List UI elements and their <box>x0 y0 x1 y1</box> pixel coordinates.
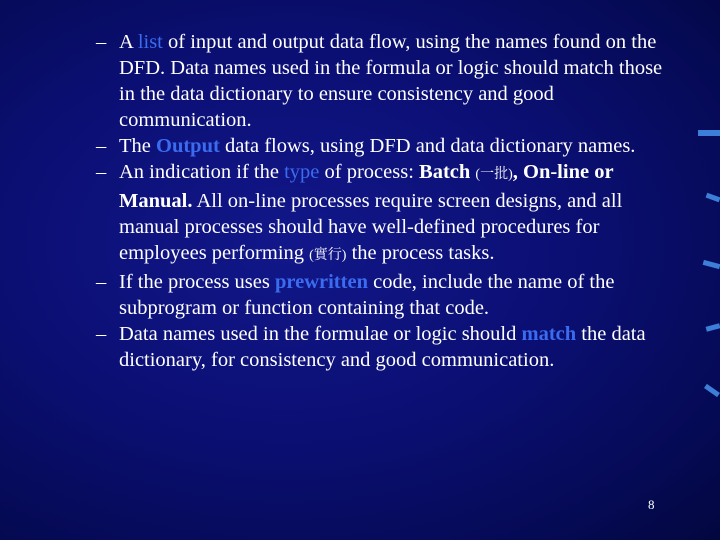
bullet-text: An indication if the <box>119 161 285 183</box>
bullet-text: If the process uses <box>119 271 275 293</box>
bullet-text: The <box>119 135 156 157</box>
bullet-text: of process: <box>319 161 420 183</box>
highlight-prewritten: prewritten <box>274 271 368 293</box>
page-number: 8 <box>648 497 655 512</box>
bullet-item-type <box>96 159 676 269</box>
highlight-list: list <box>137 31 163 53</box>
decorative-dash <box>704 384 720 397</box>
decorative-dash <box>703 260 720 269</box>
highlight-output: Output <box>156 135 220 157</box>
decorative-dash <box>698 130 720 136</box>
bullet-text: code, include the name of the subprogram or function containing that code. <box>119 271 615 319</box>
decorative-dash <box>706 323 720 331</box>
bullet-text: All on-line processes require screen designs, and all manual processes should have well-defined procedures for employees performing <box>119 190 623 264</box>
chinese-note-batch: (一批) <box>475 167 513 182</box>
bullet-text: A <box>119 31 138 53</box>
highlight-type: type <box>284 161 320 183</box>
bullet-item-match <box>96 321 676 373</box>
bullet-text: the data dictionary, for consistency and good communication. <box>119 323 646 371</box>
bullet-text: the process tasks. <box>346 242 495 264</box>
bullet-item-prewritten <box>96 269 676 321</box>
bullet-text: , <box>512 161 523 183</box>
bullet-text: Data names used in the formulae or logic should <box>119 323 522 345</box>
bullet-item-list <box>96 29 676 133</box>
bold-batch: Batch <box>419 161 471 183</box>
bullet-list <box>96 29 676 373</box>
bullet-text: of input and output data flow, using the names found on the DFD. Data names used in the formula or logic should match those in the data dictionary to ensure consistency and good communication. <box>119 31 663 131</box>
bold-online-manual: On-line or Manual. <box>119 161 614 212</box>
bullet-text: data flows, using DFD and data dictionary names. <box>219 135 636 157</box>
highlight-match: match <box>521 323 577 345</box>
bullet-item-output <box>96 133 676 159</box>
decorative-dash <box>706 193 720 202</box>
chinese-note-perform: (實行) <box>309 248 347 263</box>
